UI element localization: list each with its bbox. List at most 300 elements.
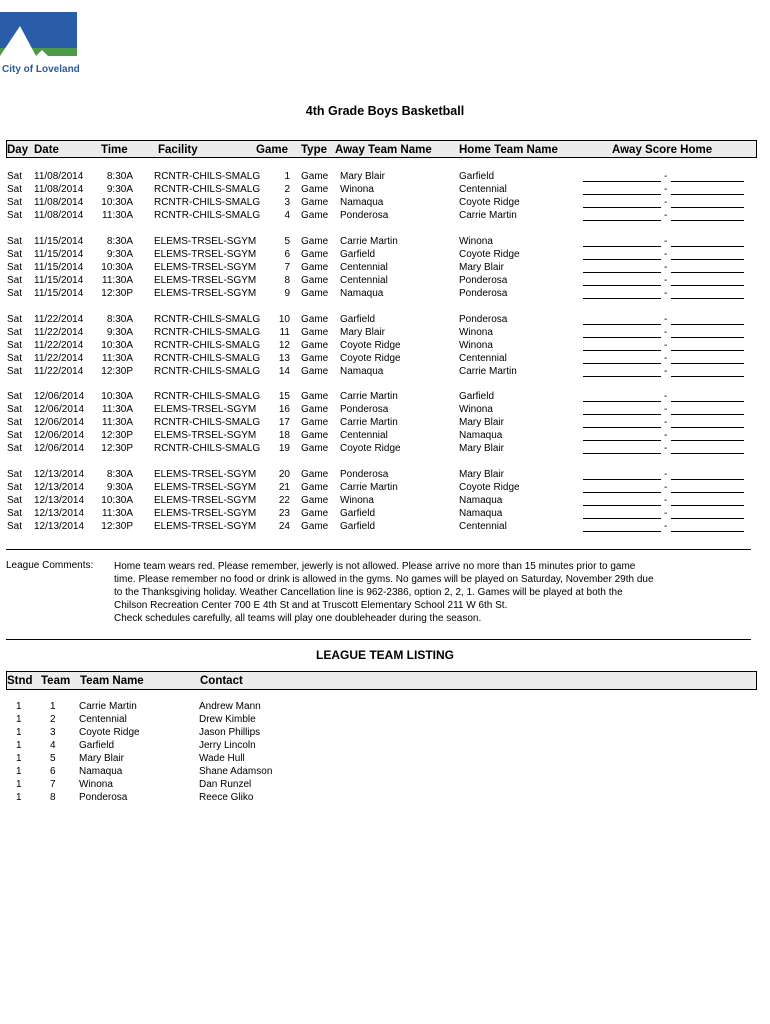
- cell-facility: RCNTR-CHILS-SMALG: [154, 366, 261, 377]
- cell-away-team: Garfield: [340, 314, 376, 325]
- cell-day: Sat: [7, 340, 23, 351]
- cell-date: 11/15/2014: [34, 275, 84, 286]
- cell-team: 3: [50, 727, 56, 738]
- cell-date: 12/13/2014: [34, 469, 85, 480]
- cell-away-team: Mary Blair: [340, 327, 386, 338]
- cell-stnd: 1: [16, 766, 22, 777]
- cell-stnd: 1: [16, 740, 22, 751]
- cell-home-team: Centennial: [459, 353, 507, 364]
- home-score-blank[interactable]: [671, 246, 744, 247]
- cell-day: Sat: [7, 184, 23, 195]
- cell-game: 16: [278, 404, 290, 415]
- cell-stnd: 1: [16, 779, 22, 790]
- away-score-blank[interactable]: [583, 531, 661, 532]
- away-score-blank[interactable]: [583, 207, 661, 208]
- cell-time: 12:30P: [101, 443, 133, 454]
- cell-day: Sat: [7, 366, 23, 377]
- cell-type: Game: [301, 366, 329, 377]
- cell-facility: RCNTR-CHILS-SMALG: [154, 314, 261, 325]
- cell-type: Game: [301, 184, 329, 195]
- away-score-blank[interactable]: [583, 440, 661, 441]
- cell-contact: Drew Kimble: [199, 714, 256, 725]
- cell-type: Game: [301, 417, 329, 428]
- cell-game: 3: [284, 197, 290, 208]
- cell-time: 9:30A: [106, 327, 133, 338]
- cell-time: 9:30A: [106, 249, 133, 260]
- game-row: [0, 340, 770, 353]
- comments-label: League Comments:: [6, 560, 94, 571]
- cell-time: 11:30A: [102, 508, 133, 519]
- cell-date: 11/15/2014: [34, 288, 84, 299]
- cell-facility: ELEMS-TRSEL-SGYM: [154, 430, 257, 441]
- cell-time: 8:30A: [106, 236, 133, 247]
- cell-time: 9:30A: [106, 482, 133, 493]
- away-score-blank[interactable]: [583, 272, 661, 273]
- cell-time: 12:30P: [101, 430, 133, 441]
- cell-team-name: Mary Blair: [79, 753, 125, 764]
- comment-line: Check schedules carefully, all teams will play one doubleheader during the season.: [114, 613, 482, 624]
- cell-facility: RCNTR-CHILS-SMALG: [154, 210, 261, 221]
- cell-home-team: Ponderosa: [459, 314, 508, 325]
- score-separator: -: [664, 443, 668, 454]
- home-score-blank[interactable]: [671, 427, 744, 428]
- cell-type: Game: [301, 236, 329, 247]
- home-score-blank[interactable]: [671, 518, 744, 519]
- home-score-blank[interactable]: [671, 194, 744, 195]
- score-separator: -: [664, 340, 668, 351]
- cell-day: Sat: [7, 288, 23, 299]
- col-team-name: Team Name: [80, 675, 144, 687]
- game-row: [0, 171, 770, 184]
- cell-day: Sat: [7, 262, 23, 273]
- cell-away-team: Namaqua: [340, 197, 384, 208]
- cell-type: Game: [301, 443, 329, 454]
- cell-home-team: Ponderosa: [459, 288, 508, 299]
- cell-away-team: Coyote Ridge: [340, 340, 401, 351]
- score-separator: -: [664, 508, 668, 519]
- divider: [6, 549, 751, 550]
- cell-time: 9:30A: [106, 184, 133, 195]
- game-row: [0, 210, 770, 223]
- cell-away-team: Winona: [340, 495, 374, 506]
- game-row: [0, 236, 770, 249]
- cell-team-name: Ponderosa: [79, 792, 128, 803]
- cell-game: 8: [284, 275, 290, 286]
- cell-away-team: Namaqua: [340, 366, 384, 377]
- cell-game: 2: [284, 184, 290, 195]
- cell-team-name: Namaqua: [79, 766, 123, 777]
- cell-home-team: Ponderosa: [459, 275, 508, 286]
- home-score-blank[interactable]: [671, 453, 744, 454]
- col-date: Date: [34, 144, 59, 156]
- home-score-blank[interactable]: [671, 298, 744, 299]
- cell-home-team: Coyote Ridge: [459, 482, 520, 493]
- cell-team: 1: [50, 701, 56, 712]
- cell-date: 11/15/2014: [34, 236, 84, 247]
- cell-game: 5: [284, 236, 290, 247]
- away-score-blank[interactable]: [583, 492, 661, 493]
- cell-home-team: Namaqua: [459, 495, 503, 506]
- cell-time: 11:30A: [102, 353, 133, 364]
- cell-type: Game: [301, 482, 329, 493]
- cell-type: Game: [301, 171, 329, 182]
- cell-day: Sat: [7, 171, 23, 182]
- cell-game: 6: [284, 249, 290, 260]
- cell-game: 15: [278, 391, 290, 402]
- away-score-blank[interactable]: [583, 427, 661, 428]
- cell-home-team: Mary Blair: [459, 469, 505, 480]
- cell-type: Game: [301, 508, 329, 519]
- cell-facility: ELEMS-TRSEL-SGYM: [154, 495, 257, 506]
- cell-day: Sat: [7, 521, 23, 532]
- game-row: [0, 521, 770, 534]
- home-score-blank[interactable]: [671, 207, 744, 208]
- cell-time: 10:30A: [101, 391, 133, 402]
- cell-home-team: Garfield: [459, 171, 495, 182]
- cell-facility: RCNTR-CHILS-SMALG: [154, 391, 261, 402]
- cell-game: 19: [278, 443, 290, 454]
- cell-contact: Andrew Mann: [199, 701, 261, 712]
- col-stnd: Stnd: [7, 675, 33, 687]
- cell-game: 14: [278, 366, 290, 377]
- away-score-blank[interactable]: [583, 350, 661, 351]
- cell-time: 11:30A: [102, 404, 133, 415]
- cell-type: Game: [301, 288, 329, 299]
- cell-time: 10:30A: [101, 197, 133, 208]
- game-row: [0, 314, 770, 327]
- cell-stnd: 1: [16, 714, 22, 725]
- game-row: [0, 366, 770, 379]
- cell-home-team: Carrie Martin: [459, 210, 517, 221]
- col-facility: Facility: [158, 144, 198, 156]
- cell-game: 24: [278, 521, 290, 532]
- cell-day: Sat: [7, 236, 23, 247]
- home-score-blank[interactable]: [671, 285, 744, 286]
- cell-date: 12/13/2014: [34, 521, 85, 532]
- cell-day: Sat: [7, 197, 23, 208]
- cell-date: 11/08/2014: [34, 210, 84, 221]
- score-separator: -: [664, 366, 668, 377]
- cell-type: Game: [301, 391, 329, 402]
- score-separator: -: [664, 314, 668, 325]
- comment-line: Chilson Recreation Center 700 E 4th St and at Truscott Elementary School 211 W 6th St.: [114, 600, 508, 611]
- cell-away-team: Namaqua: [340, 288, 384, 299]
- cell-date: 11/22/2014: [34, 366, 84, 377]
- away-score-blank[interactable]: [583, 376, 661, 377]
- score-separator: -: [664, 236, 668, 247]
- cell-game: 4: [284, 210, 290, 221]
- score-separator: -: [664, 184, 668, 195]
- cell-facility: RCNTR-CHILS-SMALG: [154, 443, 261, 454]
- cell-away-team: Coyote Ridge: [340, 353, 401, 364]
- cell-day: Sat: [7, 249, 23, 260]
- cell-date: 12/13/2014: [34, 495, 85, 506]
- team-row: [0, 714, 770, 727]
- game-row: [0, 391, 770, 404]
- col-away-team: Away Team Name: [335, 144, 432, 156]
- cell-game: 17: [278, 417, 290, 428]
- col-team: Team: [41, 675, 71, 687]
- home-score-blank[interactable]: [671, 531, 744, 532]
- score-separator: -: [664, 197, 668, 208]
- cell-time: 10:30A: [101, 495, 133, 506]
- away-score-blank[interactable]: [583, 259, 661, 260]
- cell-type: Game: [301, 210, 329, 221]
- cell-type: Game: [301, 353, 329, 364]
- home-score-blank[interactable]: [671, 259, 744, 260]
- cell-time: 10:30A: [101, 262, 133, 273]
- col-home-team: Home Team Name: [459, 144, 558, 156]
- cell-stnd: 1: [16, 753, 22, 764]
- cell-away-team: Ponderosa: [340, 404, 389, 415]
- score-separator: -: [664, 495, 668, 506]
- home-score-blank[interactable]: [671, 324, 744, 325]
- cell-time: 12:30P: [101, 366, 133, 377]
- score-separator: -: [664, 210, 668, 221]
- cell-facility: RCNTR-CHILS-SMALG: [154, 353, 261, 364]
- cell-game: 7: [284, 262, 290, 273]
- cell-time: 8:30A: [106, 469, 133, 480]
- score-separator: -: [664, 391, 668, 402]
- cell-time: 11:30A: [102, 210, 133, 221]
- away-score-blank[interactable]: [583, 194, 661, 195]
- cell-day: Sat: [7, 353, 23, 364]
- cell-team: 8: [50, 792, 56, 803]
- away-score-blank[interactable]: [583, 337, 661, 338]
- game-row: [0, 482, 770, 495]
- home-score-blank[interactable]: [671, 492, 744, 493]
- cell-home-team: Centennial: [459, 521, 507, 532]
- listing-title: LEAGUE TEAM LISTING: [316, 648, 454, 662]
- home-score-blank[interactable]: [671, 414, 744, 415]
- cell-facility: RCNTR-CHILS-SMALG: [154, 171, 261, 182]
- cell-facility: ELEMS-TRSEL-SGYM: [154, 508, 257, 519]
- cell-facility: ELEMS-TRSEL-SGYM: [154, 482, 257, 493]
- cell-date: 12/06/2014: [34, 404, 85, 415]
- cell-away-team: Garfield: [340, 249, 376, 260]
- cell-stnd: 1: [16, 792, 22, 803]
- cell-game: 20: [278, 469, 290, 480]
- cell-stnd: 1: [16, 727, 22, 738]
- home-score-blank[interactable]: [671, 505, 744, 506]
- game-row: [0, 249, 770, 262]
- cell-type: Game: [301, 340, 329, 351]
- cell-date: 11/08/2014: [34, 184, 84, 195]
- away-score-blank[interactable]: [583, 453, 661, 454]
- cell-home-team: Namaqua: [459, 508, 503, 519]
- game-row: [0, 430, 770, 443]
- cell-facility: ELEMS-TRSEL-SGYM: [154, 404, 257, 415]
- cell-game: 1: [284, 171, 290, 182]
- cell-day: Sat: [7, 443, 23, 454]
- away-score-blank[interactable]: [583, 363, 661, 364]
- away-score-blank[interactable]: [583, 220, 661, 221]
- cell-contact: Reece Gliko: [199, 792, 254, 803]
- cell-day: Sat: [7, 275, 23, 286]
- listing-header: [6, 671, 757, 690]
- cell-game: 22: [278, 495, 290, 506]
- game-row: [0, 262, 770, 275]
- score-separator: -: [664, 404, 668, 415]
- game-row: [0, 197, 770, 210]
- col-contact: Contact: [200, 675, 243, 687]
- cell-home-team: Winona: [459, 327, 493, 338]
- cell-home-team: Coyote Ridge: [459, 197, 520, 208]
- score-separator: -: [664, 249, 668, 260]
- cell-home-team: Winona: [459, 236, 493, 247]
- game-row: [0, 508, 770, 521]
- cell-game: 11: [279, 327, 290, 338]
- team-row: [0, 753, 770, 766]
- cell-away-team: Garfield: [340, 521, 376, 532]
- cell-team-name: Carrie Martin: [79, 701, 137, 712]
- cell-date: 12/06/2014: [34, 443, 85, 454]
- score-separator: -: [664, 521, 668, 532]
- cell-contact: Dan Runzel: [199, 779, 252, 790]
- col-score: Away Score Home: [612, 144, 713, 156]
- cell-team: 7: [50, 779, 56, 790]
- cell-type: Game: [301, 249, 329, 260]
- cell-date: 12/06/2014: [34, 430, 85, 441]
- cell-game: 13: [278, 353, 290, 364]
- team-row: [0, 766, 770, 779]
- cell-facility: ELEMS-TRSEL-SGYM: [154, 469, 257, 480]
- cell-away-team: Mary Blair: [340, 171, 386, 182]
- cell-type: Game: [301, 314, 329, 325]
- away-score-blank[interactable]: [583, 479, 661, 480]
- cell-away-team: Ponderosa: [340, 469, 389, 480]
- cell-date: 11/15/2014: [34, 249, 84, 260]
- home-score-blank[interactable]: [671, 440, 744, 441]
- score-separator: -: [664, 288, 668, 299]
- cell-date: 12/13/2014: [34, 482, 85, 493]
- comment-line: Home team wears red. Please remember, jewerly is not allowed. Please arrive no more than 15 minutes prior to game: [114, 561, 636, 572]
- cell-game: 23: [278, 508, 290, 519]
- cell-day: Sat: [7, 508, 23, 519]
- col-game: Game: [256, 144, 288, 156]
- home-score-blank[interactable]: [671, 272, 744, 273]
- cell-team: 6: [50, 766, 56, 777]
- divider: [6, 639, 751, 640]
- score-separator: -: [664, 469, 668, 480]
- score-separator: -: [664, 482, 668, 493]
- cell-day: Sat: [7, 391, 23, 402]
- home-score-blank[interactable]: [671, 337, 744, 338]
- home-score-blank[interactable]: [671, 363, 744, 364]
- game-row: [0, 495, 770, 508]
- col-day: Day: [7, 144, 29, 156]
- cell-day: Sat: [7, 417, 23, 428]
- cell-home-team: Carrie Martin: [459, 366, 517, 377]
- cell-home-team: Centennial: [459, 184, 507, 195]
- away-score-blank[interactable]: [583, 518, 661, 519]
- cell-game: 18: [278, 430, 290, 441]
- game-row: [0, 184, 770, 197]
- schedule-header: [6, 140, 757, 158]
- cell-contact: Jerry Lincoln: [199, 740, 256, 751]
- cell-time: 11:30A: [102, 417, 133, 428]
- cell-contact: Wade Hull: [199, 753, 245, 764]
- cell-away-team: Centennial: [340, 275, 388, 286]
- away-score-blank[interactable]: [583, 324, 661, 325]
- cell-team: 4: [50, 740, 56, 751]
- cell-away-team: Centennial: [340, 430, 388, 441]
- away-score-blank[interactable]: [583, 298, 661, 299]
- cell-type: Game: [301, 495, 329, 506]
- cell-type: Game: [301, 404, 329, 415]
- cell-date: 11/08/2014: [34, 171, 84, 182]
- game-row: [0, 327, 770, 340]
- away-score-blank[interactable]: [583, 505, 661, 506]
- game-row: [0, 288, 770, 301]
- score-separator: -: [664, 417, 668, 428]
- cell-time: 8:30A: [106, 171, 133, 182]
- cell-facility: ELEMS-TRSEL-SGYM: [154, 262, 257, 273]
- cell-date: 11/22/2014: [34, 327, 84, 338]
- cell-type: Game: [301, 430, 329, 441]
- cell-game: 9: [284, 288, 290, 299]
- team-row: [0, 727, 770, 740]
- cell-stnd: 1: [16, 701, 22, 712]
- cell-date: 11/08/2014: [34, 197, 84, 208]
- cell-facility: ELEMS-TRSEL-SGYM: [154, 288, 257, 299]
- game-row: [0, 353, 770, 366]
- away-score-blank[interactable]: [583, 401, 661, 402]
- cell-time: 11:30A: [102, 275, 133, 286]
- cell-away-team: Winona: [340, 184, 374, 195]
- home-score-blank[interactable]: [671, 220, 744, 221]
- cell-date: 12/13/2014: [34, 508, 85, 519]
- score-separator: -: [664, 275, 668, 286]
- game-row: [0, 443, 770, 456]
- logo-caption: City of Loveland: [2, 64, 80, 75]
- home-score-blank[interactable]: [671, 376, 744, 377]
- score-separator: -: [664, 327, 668, 338]
- cell-team: 5: [50, 753, 56, 764]
- away-score-blank[interactable]: [583, 246, 661, 247]
- score-separator: -: [664, 262, 668, 273]
- home-score-blank[interactable]: [671, 479, 744, 480]
- score-separator: -: [664, 353, 668, 364]
- cell-game: 12: [278, 340, 290, 351]
- comment-line: time. Please remember no food or drink is allowed in the gyms. No games will be played on Saturday, November 29th due: [114, 574, 654, 585]
- cell-away-team: Carrie Martin: [340, 391, 398, 402]
- cell-type: Game: [301, 262, 329, 273]
- cell-date: 11/22/2014: [34, 353, 84, 364]
- cell-type: Game: [301, 327, 329, 338]
- cell-team-name: Centennial: [79, 714, 127, 725]
- cell-team-name: Coyote Ridge: [79, 727, 140, 738]
- cell-facility: ELEMS-TRSEL-SGYM: [154, 236, 257, 247]
- cell-day: Sat: [7, 314, 23, 325]
- cell-home-team: Winona: [459, 340, 493, 351]
- cell-contact: Jason Phillips: [199, 727, 261, 738]
- away-score-blank[interactable]: [583, 285, 661, 286]
- home-score-blank[interactable]: [671, 350, 744, 351]
- home-score-blank[interactable]: [671, 181, 744, 182]
- game-row: [0, 404, 770, 417]
- cell-time: 12:30P: [101, 288, 133, 299]
- cell-time: 10:30A: [101, 340, 133, 351]
- cell-team: 2: [50, 714, 56, 725]
- away-score-blank[interactable]: [583, 181, 661, 182]
- cell-home-team: Coyote Ridge: [459, 249, 520, 260]
- cell-date: 12/06/2014: [34, 391, 85, 402]
- away-score-blank[interactable]: [583, 414, 661, 415]
- home-score-blank[interactable]: [671, 401, 744, 402]
- team-row: [0, 779, 770, 792]
- cell-facility: RCNTR-CHILS-SMALG: [154, 340, 261, 351]
